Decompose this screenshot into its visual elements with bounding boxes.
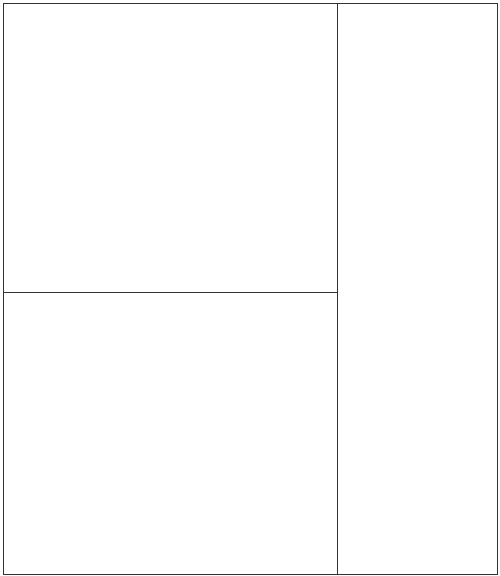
section-divider (3, 292, 338, 293)
outer-frame (3, 3, 498, 575)
column-divider (337, 3, 338, 574)
